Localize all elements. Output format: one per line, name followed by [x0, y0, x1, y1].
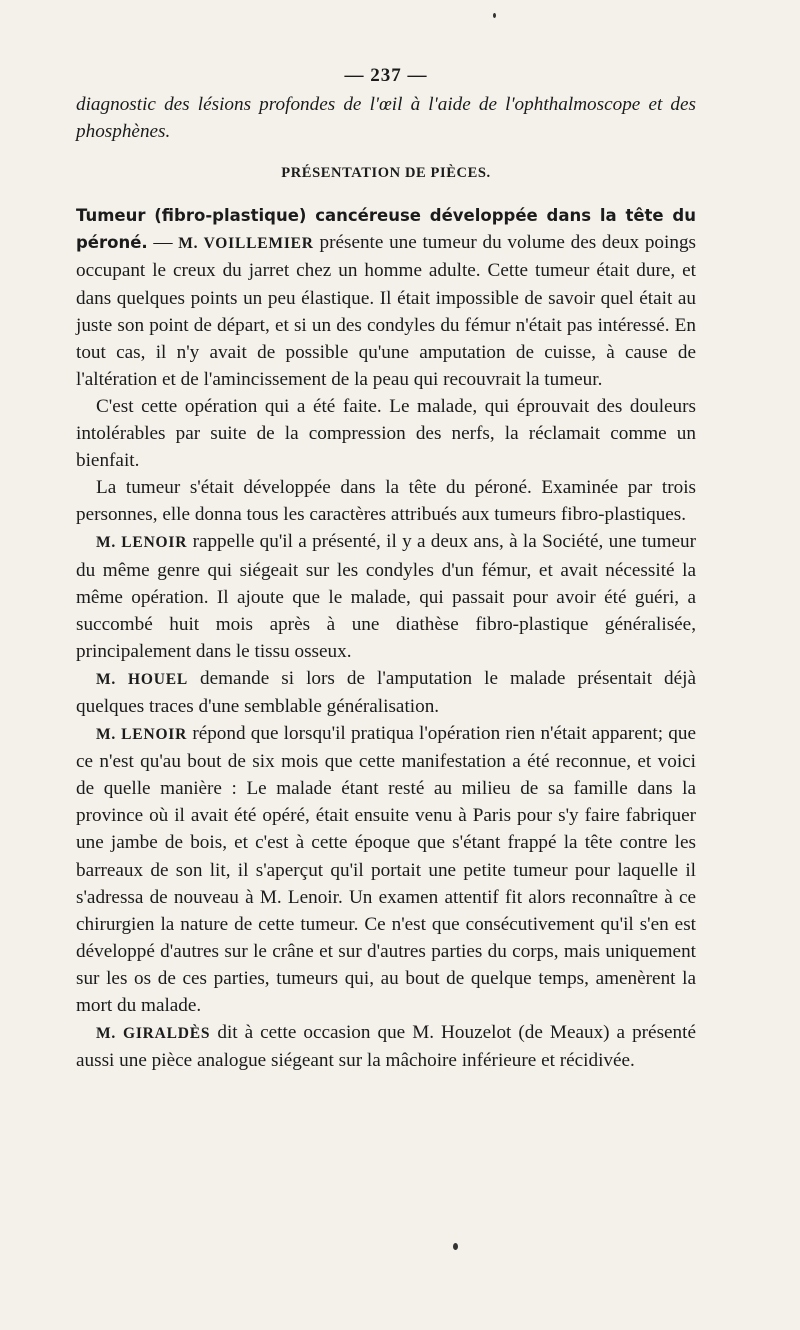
article-author: M. VOILLEMIER — [178, 235, 314, 253]
speaker-name: M. LENOIR — [96, 534, 188, 552]
document-page — [76, 62, 696, 1074]
discussion-paragraph — [76, 665, 696, 720]
page-number: — 237 — — [344, 65, 428, 86]
intro-text: diagnostic des lésions profondes de l'œil à l'aide de l'ophthalmoscope et des phosphènes. — [76, 94, 696, 143]
speaker-text: dit à cette occasion que M. Houzelot (de Meaux) a présenté aussi une pièce analogue siégeant sur la mâchoire inférieure et récidivée. — [76, 1022, 697, 1072]
discussion-paragraph — [76, 528, 696, 664]
ink-speck — [493, 13, 496, 18]
speaker-name: M. GIRALDÈS — [96, 1025, 211, 1043]
article-text: présente une tumeur du volume des deux poings occupant le creux du jarret chez un homme adulte. Cette tumeur était dure, et dans quelques points un peu élastique. Il était impossible de savoir quel était au juste son point de départ, et si un des condyles du fémur n'était pas intéressé. En tout cas, il n'y avait de possible qu'une amputation de cuisse, à cause de l'altération et de l'amincissement de la peau qui recouvrait la tumeur. — [76, 232, 697, 390]
ink-speck — [453, 1243, 458, 1250]
article-title: Tumeur (fibro-plastique) cancéreuse développée dans la tête du péroné. — [76, 206, 696, 253]
section-title: PRÉSENTATION DE PIÈCES. — [281, 165, 491, 182]
article-paragraph-1: Tumeur (fibro-plastique) cancéreuse développée dans la tête du péroné. — M. VOILLEMIER présente une tumeur du volume des deux poings occupant le creux du jarret chez un homme adulte. Cette tumeur était dure, et dans quelques points un peu élastique. Il était impossible de savoir quel était au juste son point de départ, et si un des condyles du fémur n'était pas intéressé. En tout cas, il n'y avait de possible qu'une amputation de cuisse, à cause de l'altération et de l'amincissement de la peau qui recouvrait la tumeur. — [76, 206, 697, 390]
article-paragraph-3: La tumeur s'était développée dans la tête du péroné. Examinée par trois personnes, elle donna tous les caractères attribués aux tumeurs fibro-plastiques. — [76, 477, 696, 526]
speaker-text: rappelle qu'il a présenté, il y a deux ans, à la Société, une tumeur du même genre qui siégeait sur les condyles d'un fémur, et avait nécessité la même opération. Il ajoute que le malade, qui passait pour avoir été guéri, a succombé huit mois après à une diathèse fibro-plastique généralisée, principalement dans le tissu osseux. — [76, 531, 697, 662]
speaker-text: répond que lorsqu'il pratiqua l'opération rien n'était apparent; que ce n'est qu'au bout de six mois que cette manifestation a été reconnue, et voici de quelle manière : Le malade étant resté au milieu de sa famille dans la province où il avait été opéré, était ensuite venu à Paris pour s'y faire fabriquer une jambe de bois, et c'est à cette époque que s'étant frappé la tête contre les barreaux de son lit, il s'aperçut qu'il portait une petite tumeur pour laquelle il s'adressa de nouveau à M. Lenoir. Un examen attentif fit alors reconnaître à ce chirurgien la nature de cette tumeur. Ce n'est que consécutivement qu'il s'en est développé d'autres sur le crâne et sur d'autres parties du corps, mais uniquement sur les os de ces parties, tumeurs qui, au bout de quelque temps, amenèrent la mort du malade. — [76, 723, 696, 1016]
discussion-paragraph — [76, 720, 696, 1019]
speaker-text: demande si lors de l'amputation le malade présentait déjà quelques traces d'une semblable généralisation. — [76, 667, 696, 717]
article-paragraph-2: C'est cette opération qui a été faite. Le malade, qui éprouvait des douleurs intolérables par suite de la compression des nerfs, la réclamait comme un bienfait. — [76, 395, 696, 472]
discussion-paragraph — [76, 1019, 696, 1074]
speaker-name: M. HOUEL — [96, 670, 188, 688]
speaker-name: M. LENOIR — [96, 726, 188, 744]
